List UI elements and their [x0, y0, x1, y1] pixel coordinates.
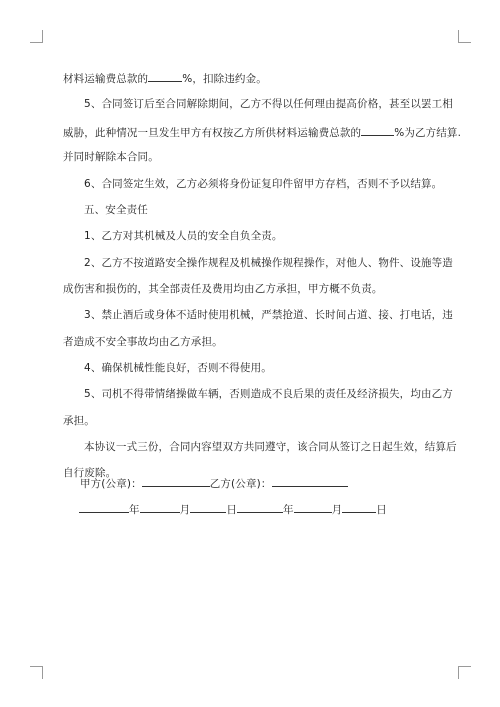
text-segment: %，扣除违约金。	[182, 73, 267, 85]
party-a-blank	[142, 475, 210, 487]
clause-5-line-1: 5、合同签订后至合同解除期间，乙方不得以任何理由提高价格，甚至以罢工相	[84, 98, 453, 110]
day-label-2: 日	[376, 504, 387, 516]
clause-6-line-1: 6、合同签定生效，乙方必须将身份证复印件留甲方存档，否则不予以结算。	[84, 178, 443, 190]
month-blank	[140, 501, 180, 513]
section-heading-safety: 五、安全责任	[84, 204, 148, 216]
fill-in-blank	[361, 124, 394, 136]
clause-5-line-3: 并同时解除本合同。	[63, 151, 159, 163]
safety-clause-5-line-2: 承担。	[63, 415, 95, 427]
closing-line-2: 自行废除。	[63, 467, 117, 479]
fill-in-blank	[148, 70, 182, 82]
paragraph-line-1	[63, 70, 267, 86]
safety-clause-5-line-1: 5、司机不得带情绪操做车辆，否则造成不良后果的责任及经济损失，均由乙方	[84, 388, 453, 400]
closing-line-1: 本协议一式三份，合同内容望双方共同遵守，该合同从签订之日起生效，结算后	[84, 441, 457, 453]
safety-clause-4: 4、确保机械性能良好，否则不得使用。	[84, 362, 272, 374]
safety-clause-2-line-1: 2、乙方不按道路安全操作规程及机械操作规程操作，对他人、物件、设施等造	[84, 257, 453, 269]
text-segment: 材料运输费总款的	[63, 73, 149, 85]
month-label-2: 月	[331, 504, 343, 516]
safety-clause-3-line-1: 3、禁止酒后或身体不适时使用机械，严禁抢道、长时间占道、接、打电话，违	[84, 309, 453, 321]
month-label: 月	[179, 504, 191, 516]
page-corner-bottom-right	[458, 666, 471, 679]
day-blank	[190, 501, 226, 513]
date-line	[79, 501, 387, 517]
page-corner-bottom-left	[30, 666, 43, 679]
text-segment: 威胁，此种情况一旦发生甲方有权按乙方所供材料运输费总款的	[63, 127, 362, 139]
safety-clause-3-line-2: 者造成不安全事故均由乙方承担。	[63, 336, 223, 348]
day-blank-2	[342, 501, 376, 513]
year-label: 年	[129, 504, 140, 516]
party-b-blank	[272, 475, 348, 487]
year-label-2: 年	[282, 504, 294, 516]
page-corner-top-right	[458, 30, 471, 43]
signature-line	[80, 475, 348, 491]
year-blank	[79, 501, 129, 513]
month-blank-2	[294, 501, 332, 513]
day-label: 日	[226, 504, 237, 516]
year-blank-2	[237, 501, 283, 513]
page-corner-top-left	[30, 30, 43, 43]
text-segment: %为乙方结算.	[394, 127, 462, 139]
safety-clause-2-line-2: 成伤害和损伤的，其全部责任及费用均由乙方承担，甲方概不负责。	[63, 283, 383, 295]
safety-clause-1: 1、乙方对其机械及人员的安全自负全责。	[84, 230, 283, 242]
party-b-label: 乙方(公章)：	[209, 478, 272, 490]
clause-5-line-2	[63, 124, 461, 140]
party-a-label: 甲方(公章)：	[80, 478, 142, 490]
